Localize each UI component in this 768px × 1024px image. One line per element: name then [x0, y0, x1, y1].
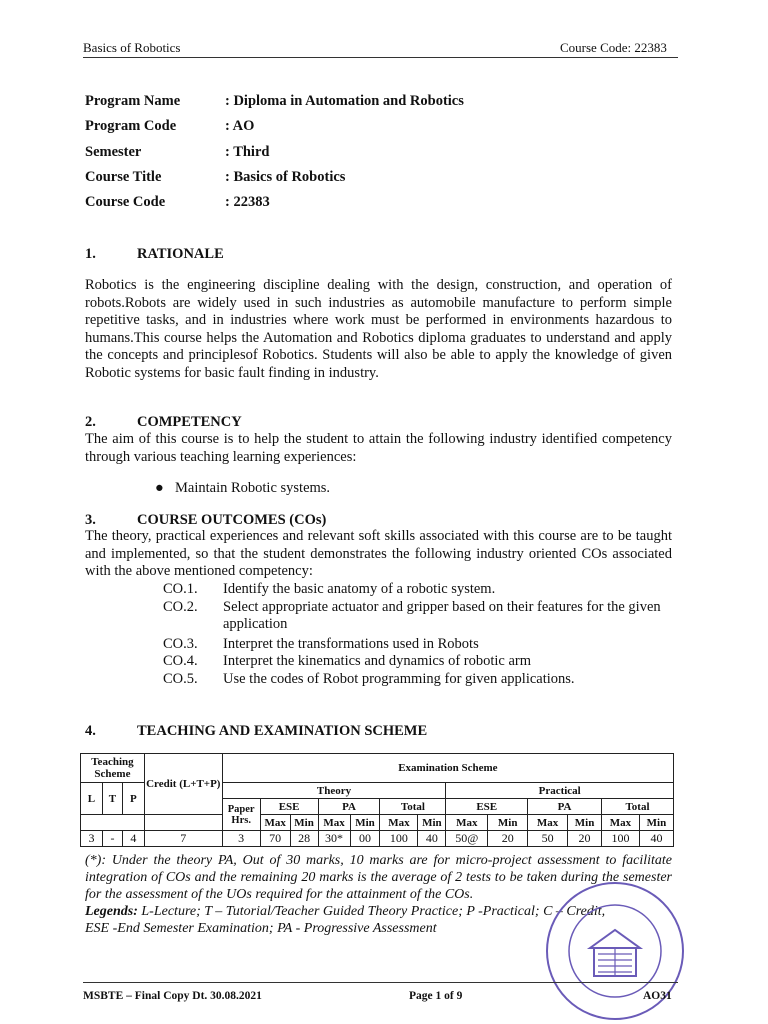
info-program-name: Program Name : Diploma in Automation and Robotics: [85, 93, 464, 109]
co-item: CO.5. Use the codes of Robot programming for given applications.: [163, 670, 575, 687]
min-header: Min: [639, 815, 673, 831]
practical-total-header: Total: [602, 799, 674, 815]
max-header: Max: [528, 815, 568, 831]
co-item: CO.2. Select appropriate actuator and gripper based on their features for the given application: [163, 598, 661, 633]
course-info: [85, 93, 464, 219]
min-header: Min: [568, 815, 602, 831]
info-course-code: Course Code : 22383: [85, 194, 270, 211]
competency-text: The aim of this course is to help the student to attain the following industry identified competency through various teaching learning experiences:: [85, 431, 672, 465]
header-p: P: [122, 783, 144, 815]
min-header: Min: [488, 815, 528, 831]
min-header: Min: [290, 815, 318, 831]
max-header: Max: [260, 815, 290, 831]
co-item: CO.4. Interpret the kinematics and dynamics of robotic arm: [163, 653, 532, 670]
info-program-code: Program Code : AO: [85, 118, 255, 135]
practical-header: Practical: [446, 783, 674, 799]
section-rationale-heading: 1. RATIONALE: [85, 246, 224, 262]
practical-pa-header: PA: [528, 799, 602, 815]
table-row: 3 - 4 7 3 70 28 30* 00 100 40 50@ 20 50 20 100 40: [81, 831, 674, 847]
header-rule: [83, 57, 678, 58]
legend-line2: ESE -End Semester Examination; PA - Progressive Assessment: [85, 921, 437, 936]
paper-hrs-header: Paper Hrs.: [222, 799, 260, 831]
section-competency-heading: 2. COMPETENCY: [85, 414, 242, 430]
practical-ese-header: ESE: [446, 799, 528, 815]
footer-rule: [83, 982, 678, 983]
outcomes-list: [163, 581, 668, 689]
header-t: T: [102, 783, 122, 815]
info-semester: Semester : Third: [85, 143, 270, 160]
footer-left: MSBTE – Final Copy Dt. 30.08.2021: [83, 990, 262, 1002]
info-course-title: Course Title : Basics of Robotics: [85, 168, 346, 185]
teaching-scheme-header: Teaching Scheme: [81, 754, 145, 783]
outcomes-intro: The theory, practical experiences and relevant soft skills associated with this course are to be taught and implemented, so that the student demonstrates the following industry oriented COs associated with the above mentioned competency:: [85, 528, 672, 580]
exam-scheme-header: Examination Scheme: [222, 754, 673, 783]
bullet-icon: ●: [155, 480, 164, 496]
theory-ese-header: ESE: [260, 799, 318, 815]
rationale-text: Robotics is the engineering discipline dealing with the design, construction, and operation of robots.Robots are widely used in such industries as automobile manufacture to perform simple repetitive tasks, and in industries where work must be performed in environments hazardous to humans.This course helps the Automation and Robotics diploma graduates to understand and apply the concepts and principlesof Robotics. Students will also be able to apply the knowledge of given Robotic systems for basic fault finding in industry.: [85, 277, 672, 381]
max-header: Max: [602, 815, 640, 831]
institution-seal-icon: [542, 878, 688, 1024]
scheme-footnote: (*): Under the theory PA, Out of 30 marks, 10 marks are for micro-project assessment to facilitate integration of COs and the remaining 20 marks is the average of 2 tests to be taken during the semester for the assessment of the UOs required for the attainment of the COs.: [85, 853, 672, 903]
credit-header: Credit (L+T+P): [144, 754, 222, 815]
theory-header: Theory: [222, 783, 446, 799]
footer-page-number: Page 1 of 9: [409, 990, 463, 1002]
competency-bullet: ● Maintain Robotic systems.: [155, 480, 331, 496]
header-right: Course Code: 22383: [560, 40, 667, 55]
section-outcomes-heading: 3. COURSE OUTCOMES (COs): [85, 512, 327, 528]
legend-line1: Legends: L-Lecture; T – Tutorial/Teacher Guided Theory Practice; P -Practical; C – Credit,: [85, 904, 606, 919]
max-header: Max: [446, 815, 488, 831]
section-scheme-heading: 4. TEACHING AND EXAMINATION SCHEME: [85, 723, 428, 739]
scheme-table: [80, 753, 674, 847]
header-l: L: [81, 783, 103, 815]
header-left: Basics of Robotics: [83, 40, 181, 55]
co-item: CO.1. Identify the basic anatomy of a robotic system.: [163, 581, 496, 597]
min-header: Min: [418, 815, 446, 831]
footer-right: AO31: [643, 990, 672, 1002]
co-item: CO.3. Interpret the transformations used in Robots: [163, 635, 479, 652]
theory-pa-header: PA: [318, 799, 380, 815]
max-header: Max: [318, 815, 350, 831]
max-header: Max: [380, 815, 418, 831]
theory-total-header: Total: [380, 799, 446, 815]
min-header: Min: [350, 815, 380, 831]
